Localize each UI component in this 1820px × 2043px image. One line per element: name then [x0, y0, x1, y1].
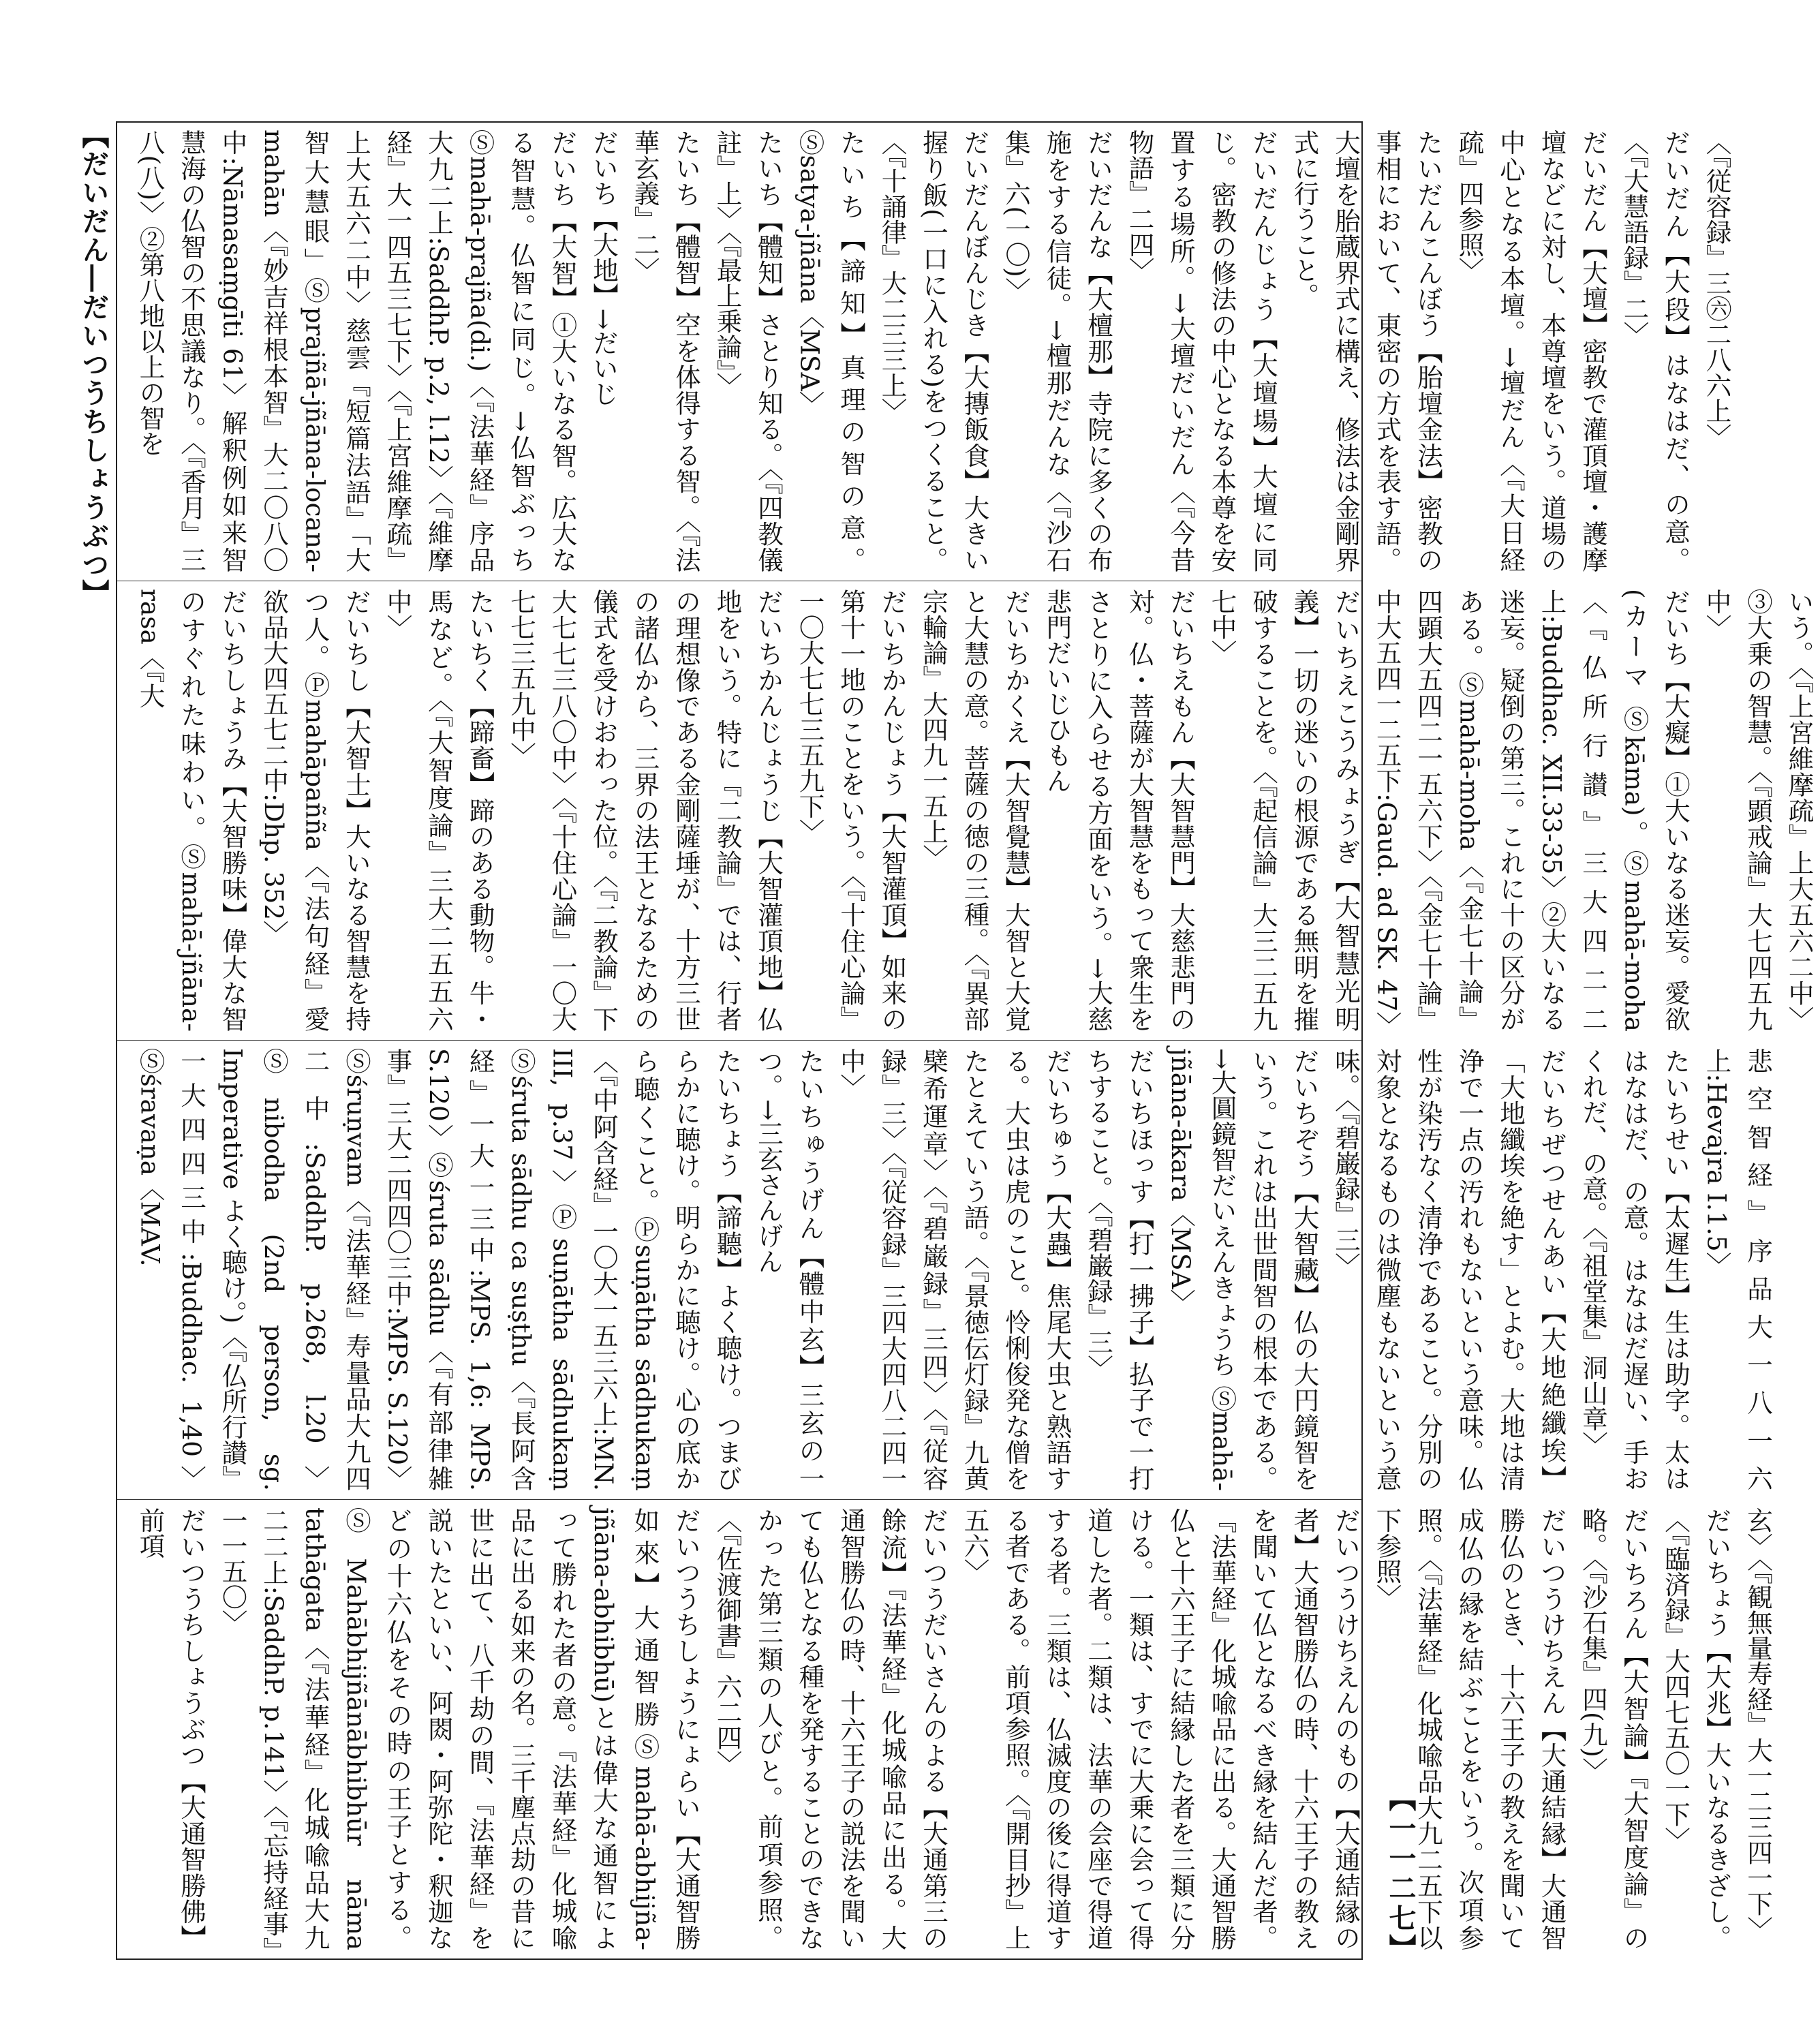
- entry-column: だいちかんじょう【大智灌頂】如来の第十一地のことをいう。〈『十住心論』一〇大七七三五九下〉: [795, 589, 908, 1032]
- entry-column: だいだん【大段】はなはだ、の意。〈『大慧語録』二〉: [1619, 129, 1691, 572]
- entry-column: だいちしょうみ【大智勝味】偉大な智のすぐれた味わい。Ⓢmahā-jñāna-rasa〈『大: [135, 589, 248, 1032]
- entry-column: だいちろん【大智論】『大智度論』の略。〈『沙石集』四(九)〉: [1578, 1507, 1650, 1950]
- entry-column: だいちかくえ【大智覺慧】大智と大覚と大慧の意。菩薩の徳の三種。〈『異部宗輪論』大四九一五上〉: [919, 589, 1031, 1032]
- entry-column: だいち【大癡】①大いなる迷妄。愛欲(カーマ Ⓢkāma)。Ⓢmahā-moha〈『仏所行讃』三大四二二上:Buddhac. XII.33-35〉②大いなる迷妄。疑倒の第三。これに十の区分がある。Ⓢmahā-moha〈『金七十論』四顕大五四二一五六下〉〈『金七十論』中大五四一二五下:Gaud. ad SK. 47〉: [1372, 589, 1691, 1037]
- entry-column: だいだん【大壇】密教で灌頂壇・護摩壇などに対し、本尊壇をいう。道場の中心となる本壇。→壇だん〈『大日経疏』四参照〉: [1454, 129, 1608, 572]
- tier-divider: [117, 1040, 1361, 1041]
- entry-column: いう。〈『上宮維摩疏』上大五六二中〉③大乗の智慧。〈『顕戒論』大七四五九中〉: [1701, 589, 1815, 1032]
- entry-column: だいだんぼんじき【大摶飯食】大きい握り飯(一口に入れる)をつくること。〈『十誦律』大二三三上〉: [877, 129, 990, 572]
- running-head: 【だいだん―だいつうちしょうぶつ】: [78, 121, 110, 608]
- entry-column: だいちえもん【大智慧門】大慈悲門の対。仏・菩薩が大智慧をもって衆生をさとりに入らせる方面をいう。→大慈悲門だいじひもん: [1042, 589, 1196, 1032]
- page-number: 【一一二七】: [1385, 1784, 1417, 1964]
- tier-2: [129, 589, 1815, 1037]
- entry-column: だいち【大智】①大いなる智。広大なる智慧。仏智に同じ。→仏智ぶっち Ⓢmahā-prajña(di.)〈『法華経』序品大九二上:SaddhP. p.2, l.12〉〈『維摩経』大一四五三七下〉〈『上宮維摩疏』上大五六二中〉慈雲『短篇法語』「大智大慧眼」Ⓢprajñā-jñāna-locana-mahān〈『妙吉祥根本智』大二〇八〇中:Nāmasaṃgīti 61〉解釈例如来智慧海の仏智の不思議なり。〈『香月』三八(八)〉②第八地以上の智を: [135, 129, 578, 572]
- entry-column: たいち【諦知】真理の智の意。Ⓢsatya-jñāna〈MSA〉: [795, 129, 866, 572]
- entry-column: たいちょう【諦聽】よく聴け。つまびらかに聴け。明らかに聴け。心の底から聴くこと。Ⓟsuṇātha sādhukaṃ〈『中阿含経』一〇大一五三六上:MN. III, p.37〉Ⓟsuṇātha sādhukaṃ Ⓢśruta sādhu ca suṣṭhu〈『長阿含経』一大一三中:MPS. 1,6: MPS. S.120〉Ⓢśruta sādhu〈『有部律雑事』三大二四四〇三中:MPS. S.120〉Ⓢśruṇvam〈『法華経』寿量品大九四二中:SaddhP. p.268, l.20〉Ⓢnibodha (2nd person, sg. Imperative よく聴け。)〈『仏所行讃』一大四四三中:Buddhac. 1,40〉Ⓢśravaṇa〈MAV.: [135, 1048, 743, 1491]
- entry-column: たいちせい【太遲生】生は助字。太ははなはだ、の意。はなはだ遅い、手おくれだ、の意。〈『祖堂集』洞山章〉: [1578, 1048, 1691, 1491]
- entry-column: たいち【體智】空を体得する智。〈『法華玄義』二〉: [630, 129, 701, 572]
- entry-column: だいちえこうみょうぎ【大智慧光明義】一切の迷いの根源である無明を摧破することを。〈『起信論』大三二五九七中〉: [1207, 589, 1361, 1032]
- entry-column: だいつうちしょうにょらい【大通智勝如來】大通智勝Ⓢmahā-abhijña-jñāna-abhibhū)とは偉大な通智によって勝れた者の意。『法華経』化城喩品に出る如来の名。三千塵点劫の昔に世に出て、八千劫の間、『法華経』を説いたといい、阿閦・阿弥陀・釈迦などの十六仏をその時の王子とする。ⓈMahābhijñānābhibhūr nāma tathāgata〈『法華経』化城喩品大九二二上:SaddhP. p.141〉〈『忘持経事』一一五〇〉: [217, 1507, 701, 1950]
- tier-1-body: [129, 129, 1738, 572]
- tier-divider: [117, 1499, 1361, 1500]
- entry-column: だいち【大地】→だいじ: [589, 129, 619, 407]
- entry-column: だいちほっす【打一拂子】払子で一打ちすること。〈『碧巌録』三〉: [1083, 1048, 1155, 1491]
- tier-4-body: [129, 1507, 1778, 1950]
- entry-column: たいちく【蹄畜】蹄のある動物。牛・馬など。〈『大智度論』三大二五五六中〉: [382, 589, 495, 1032]
- entry-column: だいちゅう【大蟲】焦尾大虫と熟語する。大虫は虎のこと。怜悧俊発な僧をたとえていう語。〈『景徳伝灯録』九黄檗希運章〉〈『碧巌録』三四〉〈『従容録』三〉〈『従容録』三四大四八二四一中〉: [836, 1048, 1073, 1491]
- entry-column: だいだんじょう【大壇場】大壇に同じ。密教の修法の中心となる本尊を安置する場所。→大壇だいだん〈『今昔物語』二四〉: [1124, 129, 1278, 572]
- entry-column: たいち【體知】さとり知る。〈『四教儀註』上〉〈『最上乗論』〉: [712, 129, 784, 572]
- entry-column: だいちかんじょうじ【大智灌頂地】仏地をいう。特に『二教論』では、行者の理想像である金剛薩埵が、十方三世の諸仏から、三界の法王となるための儀式を受けおわった位。〈『二教論』下大七七三八〇中〉〈『十住心論』一〇大七七三五九中〉: [506, 589, 784, 1032]
- entry-column: だいちょう【大兆】大いなるきざし。〈『臨済録』大四七五〇一下〉: [1661, 1507, 1732, 1950]
- entry-column: だいちぜつせんあい【大地絶纖埃】「大地纖埃を絶す」とよむ。大地は清浄で一点の汚れもないという意味。仏性が染汚なく清浄であること。分別の対象となるものは微塵もないという意味。〈『碧巌録』三〉: [1331, 1048, 1567, 1491]
- entry-column: だいちし【大智士】大いなる智慧を持つ人。Ⓟmahāpañña〈『法句経』愛欲品大四五七二中:Dhp. 352〉: [259, 589, 371, 1032]
- tier-1: [129, 129, 1732, 572]
- entry-column: たいだんこんぼう【胎壇金法】密教の事相において、東密の方式を表す語。大壇を胎蔵界式に構え、修法は金剛界式に行うこと。: [1289, 129, 1443, 572]
- tier-3-body: [129, 1048, 1778, 1491]
- tier-2-body: [129, 589, 1820, 1037]
- entry-column: だいちぞう【大智藏】仏の大円鏡智をいう。これは出世間智の根本である。→大圓鏡智だいえんきょうち Ⓢmahā-jñāna-ākara〈MSA〉: [1166, 1048, 1320, 1491]
- entry-column: だいだんな【大檀那】寺院に多くの布施をする信徒。→檀那だんな〈『沙石集』六(一〇)〉: [1001, 129, 1113, 572]
- entry-column: だいつうけちえん【大通結縁】大通智勝仏のとき、十六王子の教えを聞いて成仏の縁を結ぶことをいう。次項参照。〈『法華経』化城喩品大九二五下以下参照〉: [1372, 1507, 1567, 1950]
- entry-column: 玄〉〈『観無量寿経』大一二三四一下〉: [1743, 1507, 1773, 1942]
- entry-column: だいつうちしょうぶつ【大通智勝佛】前項: [135, 1507, 206, 1950]
- entry-column: 〈『従容録』三㊅二八六上〉: [1701, 129, 1732, 449]
- tier-3: [129, 1048, 1773, 1491]
- entry-column: たいちゅうげん【體中玄】三玄の一つ。→三玄さんげん: [754, 1048, 825, 1491]
- entry-column: だいつうけちえんのもの【大通結縁の者】大通智勝仏の時、十六王子の教えを聞いて仏となるべき縁を結んだ者。『法華経』化城喩品に出る。大通智勝仏と十六王子に結縁した者を三類に分ける。一類は、すでに大乗に会って得道した者。二類は、法華の会座で得道する者。三類は、仏滅度の後に得道する者である。前項参照。〈『開目抄』上五六〉: [959, 1507, 1361, 1950]
- entry-column: 悲空智経』序品大一八一六上:Hevajra I.1.5〉: [1701, 1048, 1773, 1491]
- entry-column: だいつうだいさんのよる【大通第三の餘流】『法華経』化城喩品に出る。大通智勝仏の時、十六王子の説法を聞いても仏となる種を発することのできなかった第三類の人びと。前項参照。〈『佐渡御書』六二四〉: [712, 1507, 948, 1950]
